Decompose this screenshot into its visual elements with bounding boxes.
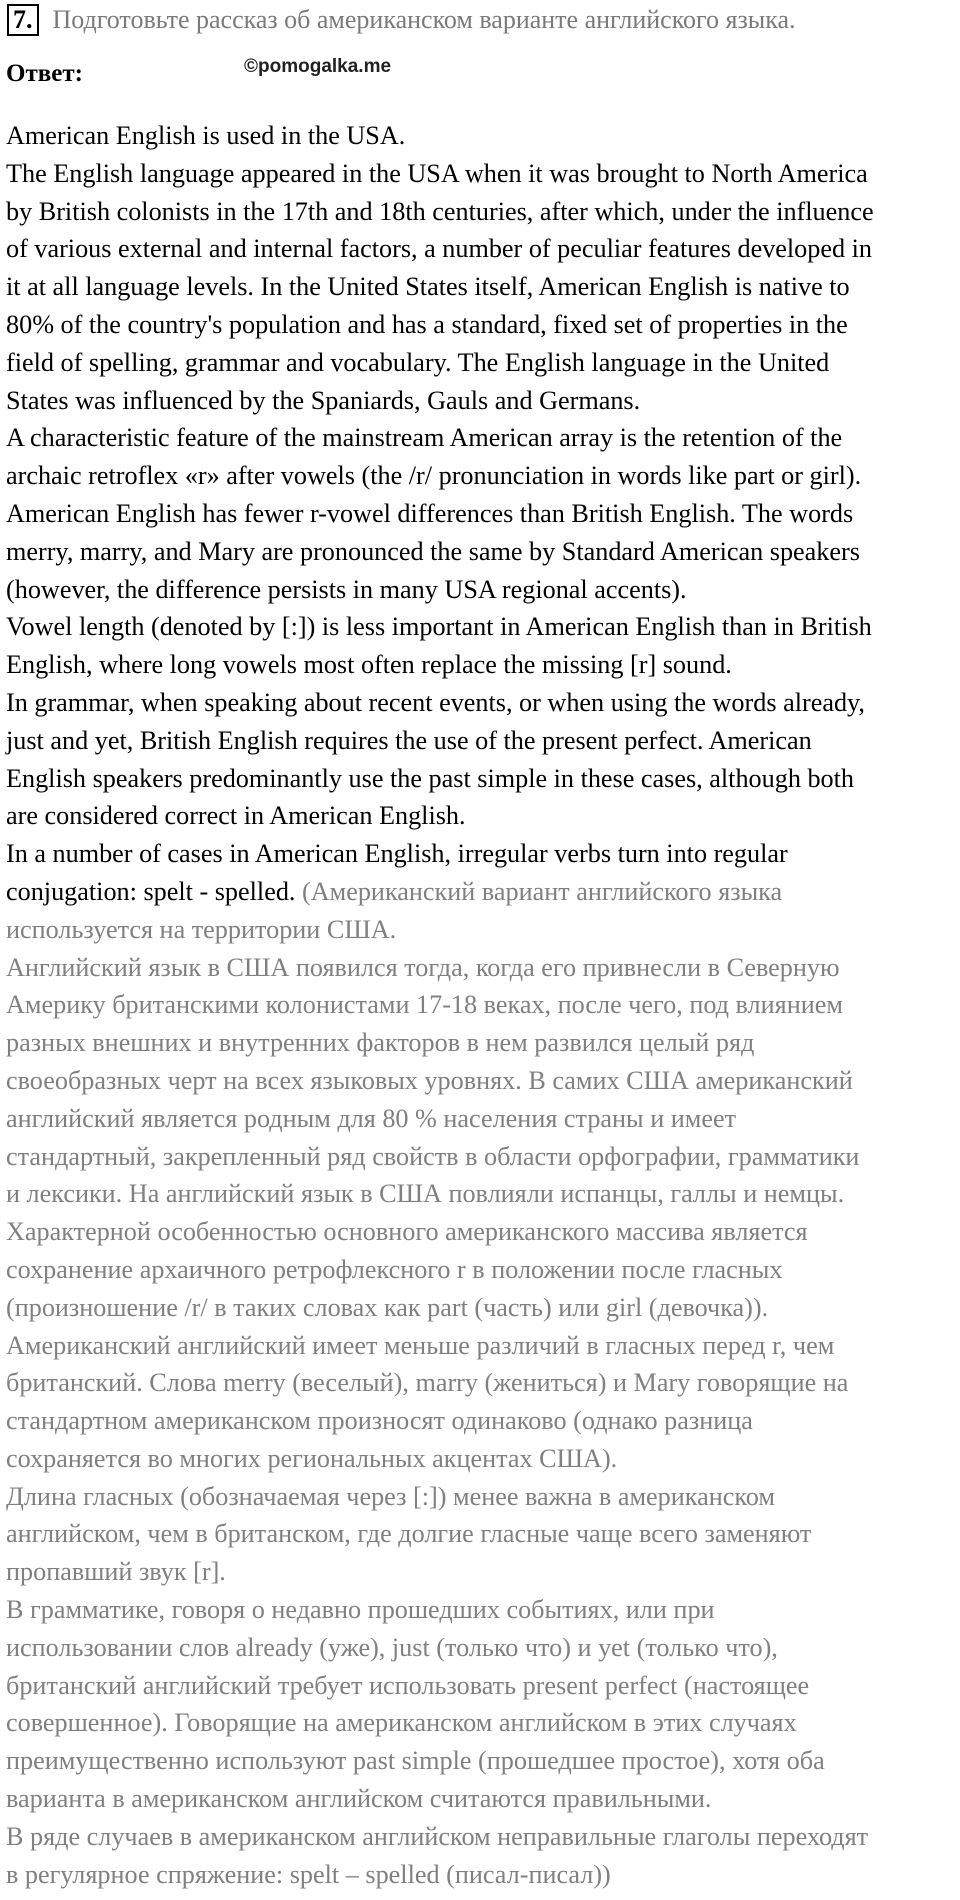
text-line: of various external and internal factors, a number of peculiar features developed in [6,234,873,264]
text-line: English, where long vowels most often replace the missing [r] sound. [6,650,732,680]
mixed-line [6,873,958,911]
text-line: States was influenced by the Spaniards, Gauls and Germans. [6,385,641,415]
translation-line: В грамматике, говоря о недавно прошедших событиях, или при [6,1595,715,1625]
translation-line: Английский язык в США появился тогда, когда его привнесли в Северную [6,952,840,982]
translation-line: стандартном американском произносят одинаково (однако разница [6,1406,753,1436]
english-segment: conjugation: spelt - spelled. [6,876,296,906]
translation-line: британский английский требует использовать present perfect (настоящее [6,1670,810,1700]
text-line: English speakers predominantly use the past simple in these cases, although both [6,763,855,793]
text-line: 80% of the country's population and has a standard, fixed set of properties in the [6,309,848,339]
translation-line: (произношение /r/ в таких словах как part (часть) или girl (девочка)). [6,1292,769,1322]
translation-line: своеобразных черт на всех языковых уровнях. В самих США американский [6,1065,853,1095]
translation-line: сохранение архаичного ретрофлексного r в положении после гласных [6,1254,783,1284]
text-line: it at all language levels. In the United States itself, American English is native to [6,272,850,302]
task-header [7,4,796,36]
text-line: The English language appeared in the USA when it was brought to North America [6,158,868,188]
translation-line: британский. Слова merry (веселый), marry (жениться) и Mary говорящие на [6,1368,849,1398]
answer-text [6,117,958,1893]
translation-line: разных внешних и внутренних факторов в нем развился целый ряд [6,1028,755,1058]
translation-line: используется на территории США. [6,914,397,944]
text-line: archaic retroflex «r» after vowels (the /r/ pronunciation in words like part or girl). [6,461,862,491]
translation-line: совершенное). Говорящие на американском английском в этих случаях [6,1708,797,1738]
translation-line: стандартный, закрепленный ряд свойств в области орфографии, грамматики [6,1141,860,1171]
translation-line: Американский английский имеет меньше различий в гласных перед r, чем [6,1330,835,1360]
watermark: ©pomogalka.me [244,56,392,77]
translation-line: английский является родным для 80 % населения страны и имеет [6,1103,737,1133]
text-line: In grammar, when speaking about recent events, or when using the words already, [6,687,865,717]
translation-line: использовании слов already (уже), just (только что) и yet (только что), [6,1632,778,1662]
text-line: American English is used in the USA. [6,121,406,150]
task-number: 7. [7,4,39,36]
text-line: Vowel length (denoted by [:]) is less important in American English than in British [6,612,872,642]
text-line: merry, marry, and Mary are pronounced the same by Standard American speakers [6,536,860,566]
task-prompt: Подготовьте рассказ об американском варианте английского языка. [52,5,796,34]
translation-line: в регулярное спряжение: spelt – spelled (писал-писал)) [6,1859,611,1889]
translation-line: Длина гласных (обозначаемая через [:]) менее важна в американском [6,1481,775,1511]
translation-line: английском, чем в британском, где долгие гласные чаще всего заменяют [6,1519,812,1549]
text-line: (however, the difference persists in many USA regional accents). [6,574,687,604]
text-line: field of spelling, grammar and vocabulary. The English language in the United [6,347,830,377]
text-line: American English has fewer r-vowel differences than British English. The words [6,498,854,528]
translation-line: пропавший звук [r]. [6,1557,226,1587]
translation-line: преимущественно используют past simple (прошедшее простое), хотя оба [6,1746,825,1776]
text-line: just and yet, British English requires the use of the present perfect. American [6,725,812,755]
translation-line: В ряде случаев в американском английском неправильные глаголы переходят [6,1821,869,1851]
translation-line: варианта в американском английском считаются правильными. [6,1784,712,1814]
text-line: In a number of cases in American English, irregular verbs turn into regular [6,839,788,869]
text-line: are considered correct in American English. [6,801,466,831]
russian-segment: (Американский вариант английского языка [295,876,783,906]
translation-line: сохраняется во многих региональных акцентах США). [6,1443,618,1473]
translation-line: Характерной особенностью основного американского массива является [6,1217,808,1247]
text-line: by British colonists in the 17th and 18th centuries, after which, under the influence [6,196,874,226]
text-line: A characteristic feature of the mainstream American array is the retention of the [6,423,843,453]
translation-line: Америку британскими колонистами 17-18 веках, после чего, под влиянием [6,990,843,1020]
translation-line: и лексики. На английский язык в США повлияли испанцы, галлы и немцы. [6,1179,845,1209]
answer-label: Ответ: [6,60,83,87]
